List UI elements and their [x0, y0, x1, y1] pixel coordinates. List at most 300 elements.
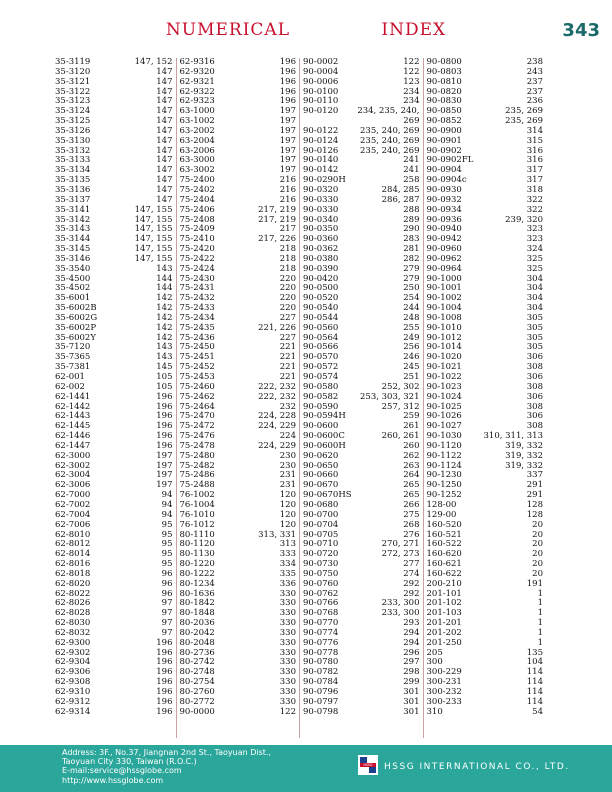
page-reference: 262 — [403, 450, 420, 461]
part-number: 90-0360 — [303, 234, 339, 245]
part-number: 90-0380 — [303, 253, 339, 264]
part-number: 90-0620 — [303, 450, 339, 461]
part-number: 90-1000 — [426, 273, 462, 284]
page-reference: 143 — [156, 342, 173, 353]
part-number: 90-0830 — [426, 96, 462, 107]
part-number: 62-8022 — [55, 588, 91, 599]
part-number: 90-0942 — [426, 234, 462, 245]
page-reference: 221, 226 — [258, 322, 296, 333]
page-reference: 20 — [532, 559, 543, 570]
part-number: 62-1442 — [55, 401, 91, 412]
page-reference: 217, 219 — [258, 204, 296, 215]
page-number: 343 — [562, 20, 600, 41]
page-reference: 330 — [279, 667, 296, 678]
page-reference: 244 — [403, 303, 420, 314]
page-reference: 330 — [279, 657, 296, 668]
part-number: 90-0580 — [303, 381, 339, 392]
part-number: 62-8032 — [55, 627, 91, 638]
part-number: 90-1008 — [426, 312, 462, 323]
part-number: 90-0704 — [303, 519, 339, 530]
part-number: 90-1002 — [426, 293, 462, 304]
part-number: 90-1001 — [426, 283, 462, 294]
index-column — [299, 58, 423, 738]
part-number: 35-4502 — [55, 283, 91, 294]
page-reference: 258 — [403, 175, 420, 186]
part-number: 90-1230 — [426, 470, 462, 481]
part-number: 35-3122 — [55, 86, 91, 97]
page-reference: 54 — [532, 706, 543, 717]
part-number: 160-520 — [426, 519, 462, 530]
part-number: 90-0750 — [303, 568, 339, 579]
page-reference: 257, 312 — [381, 401, 420, 412]
page-reference: 255 — [403, 322, 420, 333]
index-entry — [427, 708, 544, 718]
page-reference: 330 — [279, 618, 296, 629]
page-reference: 105 — [156, 381, 173, 392]
part-number: 62-1443 — [55, 411, 91, 422]
part-number: 90-0934 — [426, 204, 462, 215]
page-reference: 142 — [156, 312, 173, 323]
part-number: 35-6001 — [55, 293, 91, 304]
part-number: 90-0770 — [303, 618, 339, 629]
page-reference: 336 — [279, 578, 296, 589]
part-number: 90-0670HS — [303, 490, 352, 501]
page-reference: 291 — [526, 490, 543, 501]
part-number: 63-2006 — [179, 145, 215, 156]
part-number: 75-2482 — [179, 460, 215, 471]
part-number: 62-7006 — [55, 519, 91, 530]
part-number: 80-1636 — [179, 588, 215, 599]
page-reference: 147, 155 — [134, 214, 173, 225]
page-reference: 196 — [156, 401, 173, 412]
part-number: 35-6002G — [55, 312, 98, 323]
part-number: 35-6002B — [55, 303, 97, 314]
part-number: 35-3124 — [55, 106, 91, 117]
page-reference: 269 — [403, 116, 420, 127]
part-number: 80-2772 — [179, 696, 215, 707]
footer-bar — [0, 745, 612, 792]
part-number: 35-3540 — [55, 263, 91, 274]
part-number: 90-0670 — [303, 480, 339, 491]
part-number: 75-2488 — [179, 480, 215, 491]
part-number: 62-8012 — [55, 539, 91, 550]
part-number: 62-3000 — [55, 450, 91, 461]
part-number: 90-0572 — [303, 362, 339, 373]
page-reference: 95 — [161, 519, 173, 530]
page-reference: 281 — [403, 244, 420, 255]
part-number: 90-0120 — [303, 106, 339, 117]
page-reference: 147 — [156, 106, 173, 117]
page-reference: 306 — [526, 352, 543, 363]
page-reference: 234, 235, 240, — [357, 106, 420, 117]
page-reference: 250 — [403, 283, 420, 294]
part-number: 90-1026 — [426, 411, 462, 422]
part-number: 90-0126 — [303, 145, 339, 156]
part-number: 90-0650 — [303, 460, 339, 471]
page-reference: 268 — [403, 519, 420, 530]
page-reference: 216 — [279, 194, 296, 205]
index-entry — [55, 708, 173, 718]
part-number: 90-1120 — [426, 440, 462, 451]
part-number: 76-1010 — [179, 509, 215, 520]
part-number: 90-1004 — [426, 303, 462, 314]
page-reference: 120 — [279, 499, 296, 510]
page-reference: 294 — [403, 637, 420, 648]
page-reference: 147 — [156, 165, 173, 176]
part-number: 80-1120 — [179, 539, 215, 550]
page-reference: 1 — [537, 637, 543, 648]
page-reference: 308 — [526, 381, 543, 392]
page-reference: 196 — [156, 667, 173, 678]
page-reference: 284, 285 — [381, 184, 420, 195]
part-number: 62-8014 — [55, 549, 91, 560]
part-number: 90-0330 — [303, 194, 339, 205]
page-reference: 104 — [526, 657, 543, 668]
page-reference: 147 — [156, 125, 173, 136]
page-reference: 319, 332 — [505, 460, 543, 471]
address-line-1: Address: 3F., No.37, Jiangnan 2nd St., Taoyuan Dist., — [62, 748, 271, 757]
page-reference: 298 — [403, 667, 420, 678]
part-number: 63-2004 — [179, 135, 215, 146]
page-reference: 197 — [156, 480, 173, 491]
part-number: 35-3141 — [55, 204, 91, 215]
part-number: 160-521 — [426, 529, 462, 540]
part-number: 160-621 — [426, 559, 462, 570]
part-number: 75-2433 — [179, 303, 215, 314]
page-reference: 272, 273 — [381, 549, 420, 560]
part-number: 90-0766 — [303, 598, 339, 609]
part-number: 75-2452 — [179, 362, 215, 373]
part-number: 90-0774 — [303, 627, 339, 638]
part-number: 75-2460 — [179, 381, 215, 392]
part-number: 90-0904 — [426, 165, 462, 176]
page-reference: 224 — [279, 431, 296, 442]
page-reference: 196 — [279, 57, 296, 67]
page-reference: 196 — [156, 391, 173, 402]
page-reference: 266 — [403, 499, 420, 510]
part-number: 35-4500 — [55, 273, 91, 284]
contact-info — [62, 748, 271, 785]
part-number: 62-1441 — [55, 391, 91, 402]
page-reference: 224, 228 — [258, 411, 296, 422]
page-reference: 260, 261 — [381, 431, 420, 442]
part-number: 75-2476 — [179, 431, 215, 442]
page-reference: 122 — [279, 706, 296, 717]
page-reference: 337 — [526, 470, 543, 481]
part-number: 62-9321 — [179, 76, 215, 87]
part-number: 35-3125 — [55, 116, 91, 127]
page-reference: 333 — [279, 549, 296, 560]
page-reference: 289 — [403, 214, 420, 225]
logo-text: HSSG — [363, 763, 373, 768]
page-reference: 197 — [279, 135, 296, 146]
page-reference: 196 — [156, 411, 173, 422]
part-number: 62-9320 — [179, 66, 215, 77]
part-number: 90-0290H — [303, 175, 346, 186]
page-reference: 1 — [537, 598, 543, 609]
page-reference: 305 — [526, 342, 543, 353]
part-number: 62-8028 — [55, 608, 91, 619]
page-reference: 196 — [279, 66, 296, 77]
page-reference: 120 — [279, 519, 296, 530]
page-reference: 94 — [161, 490, 173, 501]
page-reference: 235, 269 — [505, 106, 543, 117]
page-reference: 221 — [279, 352, 296, 363]
part-number: 62-1445 — [55, 421, 91, 432]
part-number: 62-8010 — [55, 529, 91, 540]
part-number: 62-9323 — [179, 96, 215, 107]
part-number: 75-2480 — [179, 450, 215, 461]
page-reference: 234 — [403, 86, 420, 97]
page-reference: 20 — [532, 539, 543, 550]
page-reference: 97 — [161, 608, 173, 619]
part-number: 62-001 — [55, 372, 85, 382]
page-reference: 114 — [526, 667, 543, 678]
page-reference: 260 — [403, 440, 420, 451]
part-number: 90-0782 — [303, 667, 339, 678]
part-number: 62-8030 — [55, 618, 91, 629]
page-reference: 147, 155 — [134, 234, 173, 245]
page-reference: 318 — [526, 184, 543, 195]
part-number: 90-1030 — [426, 431, 462, 442]
page-reference: 330 — [279, 588, 296, 599]
part-number: 62-8018 — [55, 568, 91, 579]
page-reference: 97 — [161, 618, 173, 629]
part-number: 90-1021 — [426, 362, 462, 373]
part-number: 201-103 — [426, 608, 462, 619]
page-reference: 330 — [279, 687, 296, 697]
part-number: 90-0500 — [303, 283, 339, 294]
index-entry — [427, 639, 544, 649]
page-reference: 217, 219 — [258, 214, 296, 225]
page-reference: 196 — [156, 421, 173, 432]
page-reference: 234 — [403, 96, 420, 107]
part-number: 90-0566 — [303, 342, 339, 353]
page-reference: 197 — [279, 145, 296, 156]
page-reference: 197 — [279, 116, 296, 127]
page-reference: 308 — [526, 401, 543, 412]
page-reference: 20 — [532, 549, 543, 560]
page-reference: 96 — [161, 578, 173, 589]
page-reference: 114 — [526, 677, 543, 688]
page-reference: 245 — [403, 362, 420, 373]
part-number: 90-1025 — [426, 401, 462, 412]
page-reference: 147, 155 — [134, 244, 173, 255]
page-reference: 196 — [156, 440, 173, 451]
part-number: 62-7004 — [55, 509, 91, 520]
page-reference: 301 — [403, 696, 420, 707]
page-reference: 96 — [161, 588, 173, 599]
page-reference: 1 — [537, 627, 543, 638]
page-reference: 235, 240, 269 — [360, 145, 420, 156]
page-reference: 147 — [156, 86, 173, 97]
page-reference: 147 — [156, 116, 173, 127]
page-reference: 324 — [526, 244, 543, 255]
page-reference: 145 — [156, 362, 173, 373]
page-reference: 95 — [161, 549, 173, 560]
part-number: 90-0730 — [303, 559, 339, 570]
part-number: 90-0600H — [303, 440, 346, 451]
page-reference: 128 — [526, 509, 543, 520]
page-reference: 236 — [526, 96, 543, 107]
page-reference: 249 — [403, 332, 420, 343]
part-number: 90-0776 — [303, 637, 339, 648]
part-number: 35-3137 — [55, 194, 91, 205]
part-number: 90-0540 — [303, 303, 339, 314]
part-number: 35-3145 — [55, 244, 91, 255]
page-reference: 147 — [156, 194, 173, 205]
page-reference: 330 — [279, 637, 296, 648]
part-number: 90-0710 — [303, 539, 339, 550]
part-number: 90-0902 — [426, 145, 462, 156]
index-entry — [303, 107, 420, 117]
page-reference: 253, 303, 321 — [360, 391, 420, 402]
part-number: 75-2432 — [179, 293, 215, 304]
page-reference: 122 — [403, 57, 420, 67]
page-reference: 297 — [403, 657, 420, 668]
page-reference: 197 — [279, 165, 296, 176]
part-number: 300-233 — [426, 696, 462, 707]
page-reference: 305 — [526, 332, 543, 343]
page-reference: 290 — [403, 224, 420, 235]
page-reference: 105 — [156, 372, 173, 382]
page-reference: 142 — [156, 303, 173, 314]
part-number: 75-2434 — [179, 312, 215, 323]
part-number: 75-2400 — [179, 175, 215, 186]
page-reference: 323 — [526, 234, 543, 245]
part-number: 90-0420 — [303, 273, 339, 284]
page-reference: 325 — [526, 263, 543, 274]
page-reference: 237 — [526, 76, 543, 87]
part-number: 75-2472 — [179, 421, 215, 432]
part-number: 62-1446 — [55, 431, 91, 442]
part-number: 80-1842 — [179, 598, 215, 609]
part-number: 90-0600 — [303, 421, 339, 432]
title-index: INDEX — [381, 20, 447, 40]
part-number: 35-7381 — [55, 362, 91, 373]
page-reference: 317 — [526, 165, 543, 176]
part-number: 62-9314 — [55, 706, 91, 717]
page-reference: 330 — [279, 677, 296, 688]
page-reference: 319, 332 — [505, 450, 543, 461]
part-number: 90-0000 — [179, 706, 215, 717]
part-number: 62-9300 — [55, 637, 91, 648]
part-number: 62-9308 — [55, 677, 91, 688]
part-number: 201-201 — [426, 618, 462, 629]
page-reference: 292 — [403, 578, 420, 589]
part-number: 90-0778 — [303, 647, 339, 658]
part-number: 75-2406 — [179, 204, 215, 215]
part-number: 90-0960 — [426, 244, 462, 255]
part-number: 90-0962 — [426, 253, 462, 264]
page-reference: 196 — [156, 706, 173, 717]
part-number: 205 — [426, 647, 443, 658]
page-reference: 95 — [161, 539, 173, 550]
part-number: 90-0660 — [303, 470, 339, 481]
page-reference: 218 — [279, 244, 296, 255]
part-number: 90-0362 — [303, 244, 339, 255]
page-reference: 235, 240, 269 — [360, 135, 420, 146]
page-reference: 147, 155 — [134, 224, 173, 235]
part-number: 75-2409 — [179, 224, 215, 235]
part-number: 90-0570 — [303, 352, 339, 363]
part-number: 90-0820 — [426, 86, 462, 97]
part-number: 90-1027 — [426, 421, 462, 432]
part-number: 90-0810 — [426, 76, 462, 87]
index-entry — [303, 708, 420, 718]
page-reference: 239, 320 — [505, 214, 543, 225]
part-number: 90-0720 — [303, 549, 339, 560]
page-reference: 196 — [279, 96, 296, 107]
part-number: 90-0902FL — [426, 155, 474, 166]
page-reference: 248 — [403, 312, 420, 323]
page-reference: 304 — [526, 283, 543, 294]
part-number: 90-1012 — [426, 332, 462, 343]
part-number: 90-0760 — [303, 578, 339, 589]
company-name: HSSG INTERNATIONAL CO., LTD. — [384, 762, 570, 772]
part-number: 129-00 — [426, 509, 457, 520]
part-number: 90-1020 — [426, 352, 462, 363]
page-reference: 94 — [161, 499, 173, 510]
page-reference: 142 — [156, 293, 173, 304]
part-number: 35-7365 — [55, 352, 91, 363]
part-number: 80-1130 — [179, 549, 215, 560]
email-link[interactable]: E-mail:service@hssglobe.com — [62, 766, 182, 776]
page-reference: 196 — [279, 86, 296, 97]
part-number: 35-3120 — [55, 66, 91, 77]
part-number: 90-0004 — [303, 66, 339, 77]
part-number: 160-622 — [426, 568, 462, 579]
part-number: 75-2422 — [179, 253, 215, 264]
page-reference: 1 — [537, 608, 543, 619]
part-number: 90-0140 — [303, 155, 339, 166]
part-number: 201-202 — [426, 627, 462, 638]
part-number: 80-2748 — [179, 667, 215, 678]
page-reference: 259 — [403, 411, 420, 422]
part-number: 200-210 — [426, 578, 462, 589]
part-number: 300 — [426, 657, 443, 668]
page-reference: 254 — [403, 293, 420, 304]
page-reference: 128 — [526, 499, 543, 510]
part-number: 62-8016 — [55, 559, 91, 570]
page-reference: 196 — [156, 677, 173, 688]
page-title — [0, 20, 612, 40]
page-reference: 197 — [279, 106, 296, 117]
part-number: 62-9306 — [55, 667, 91, 678]
part-number: 35-3135 — [55, 175, 91, 186]
page-reference: 196 — [156, 696, 173, 707]
part-number: 76-1004 — [179, 499, 215, 510]
page-reference: 216 — [279, 175, 296, 186]
page-reference: 233, 300 — [381, 598, 420, 609]
page-reference: 218 — [279, 263, 296, 274]
page-reference: 246 — [403, 352, 420, 363]
index-column — [423, 58, 547, 738]
page-reference: 197 — [156, 470, 173, 481]
page-reference: 147 — [156, 145, 173, 156]
page-reference: 316 — [526, 155, 543, 166]
index-entry — [427, 698, 544, 708]
website-link[interactable]: http://www.hssglobe.com — [62, 775, 164, 785]
page-reference: 196 — [156, 687, 173, 697]
page-reference: 308 — [526, 362, 543, 373]
part-number: 90-0124 — [303, 135, 339, 146]
part-number: 35-6002P — [55, 322, 97, 333]
page-reference: 196 — [156, 637, 173, 648]
part-number: 35-3142 — [55, 214, 91, 225]
page-reference: 114 — [526, 696, 543, 707]
page-reference: 218 — [279, 253, 296, 264]
